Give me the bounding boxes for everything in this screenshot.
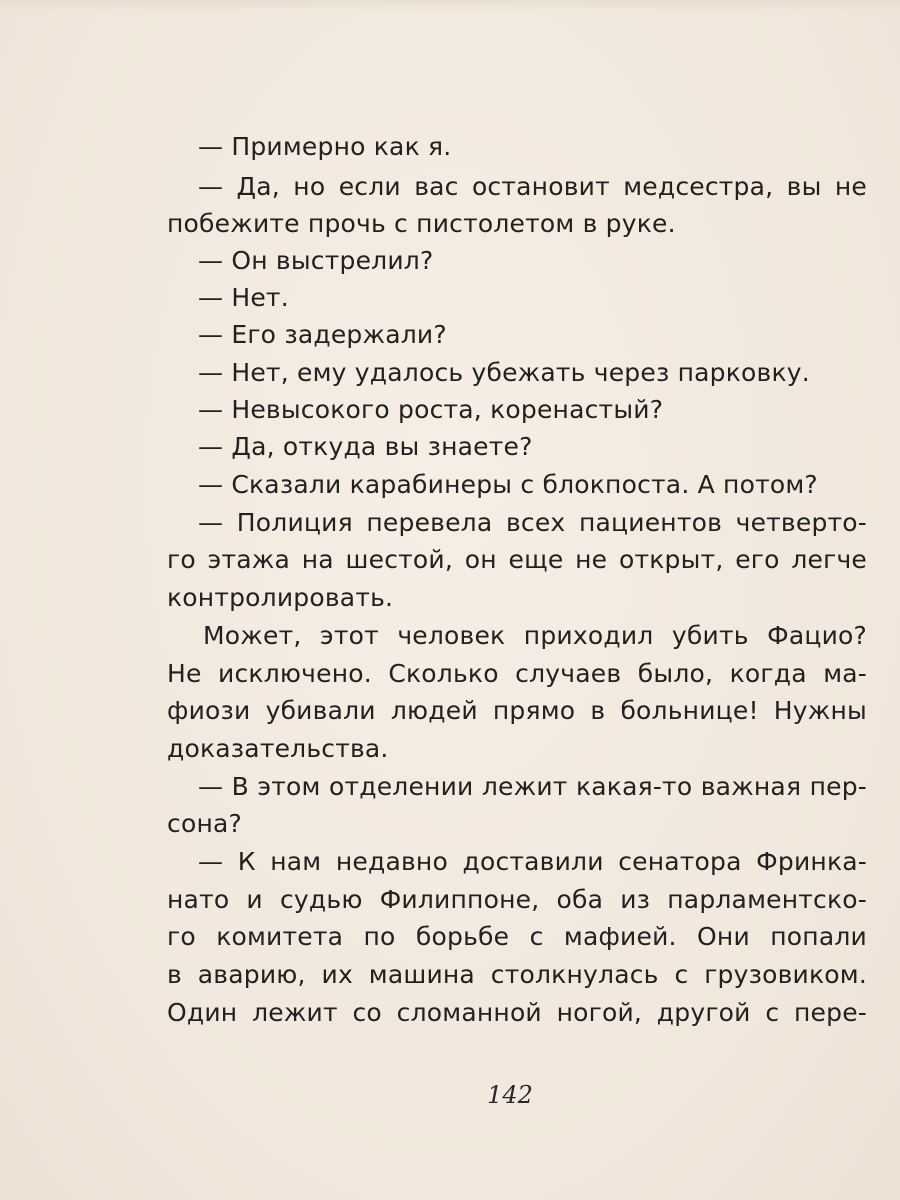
text-line: побежите прочь с пистолетом в руке. [167, 209, 676, 238]
text-line: го комитета по борьбе с мафией. Они попали [167, 922, 867, 951]
text-line: контролировать. [167, 583, 394, 612]
text-line: — Полиция перевела всех пациентов четверто- [198, 508, 867, 537]
text-line: го этажа на шестой, он еще не открыт, его легче [167, 545, 867, 574]
text-line: Не исключено. Сколько случаев было, когда ма- [167, 659, 867, 688]
text-line: — В этом отделении лежит какая-то важная пер- [198, 772, 867, 801]
page-top-edge [0, 0, 900, 12]
text-line: — Он выстрелил? [198, 246, 434, 275]
text-line: — Невысокого роста, коренастый? [198, 395, 664, 424]
text-line: — Его задержали? [198, 320, 447, 349]
page-number: 142 [487, 1081, 533, 1109]
text-line: — Примерно как я. [198, 132, 452, 161]
text-line: — Сказали карабинеры с блокпоста. А потом? [198, 470, 818, 499]
text-line: Может, этот человек приходил убить Фацио? [203, 621, 867, 650]
text-line: в аварию, их машина столкнулась с грузовиком. [167, 960, 867, 989]
text-line: — Да, но если вас остановит медсестра, вы не [198, 172, 867, 201]
text-line: — К нам недавно доставили сенатора Фринка- [198, 847, 867, 876]
text-line: — Нет. [198, 283, 289, 312]
text-line: — Нет, ему удалось убежать через парковку. [198, 358, 810, 387]
text-line: фиози убивали людей прямо в больнице! Нужны [167, 696, 867, 725]
text-line: сона? [167, 809, 242, 838]
text-line: Один лежит со сломанной ногой, другой с пере- [167, 998, 867, 1027]
text-line: нато и судью Филиппоне, оба из парламентско- [167, 885, 867, 914]
text-line: — Да, откуда вы знаете? [198, 432, 533, 461]
text-line: доказательства. [167, 734, 389, 763]
